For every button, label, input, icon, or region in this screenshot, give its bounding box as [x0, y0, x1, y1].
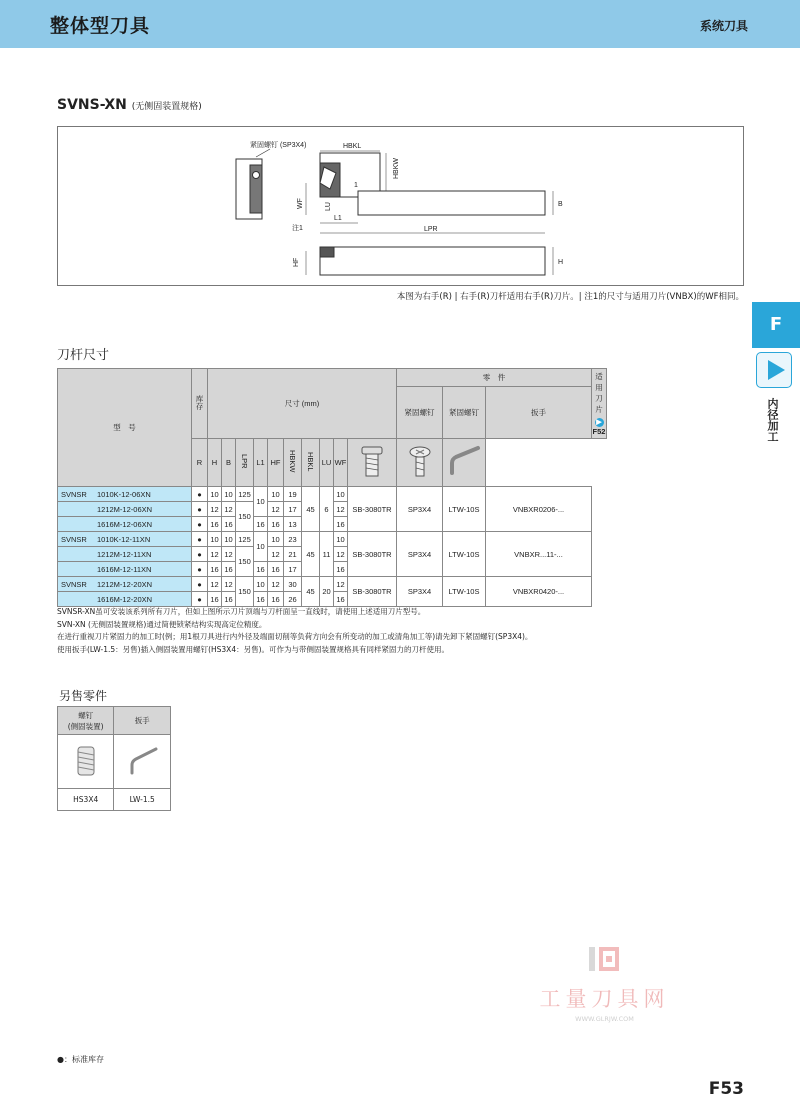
label-wf: WF — [297, 198, 304, 209]
stock-cell: ● — [192, 592, 208, 607]
holder-dimensions-heading: 刀杆尺寸 — [57, 348, 110, 363]
cell-L1: 10 — [254, 487, 268, 517]
stock-cell: ● — [192, 547, 208, 562]
header-stock: 库存 — [192, 369, 208, 439]
watermark-url: WWW.GLRJW.COM — [575, 1015, 634, 1023]
cell-screw: SB-3080TR — [348, 532, 397, 577]
cell-HBKW: 19 — [284, 487, 302, 502]
cell-B: 16 — [222, 562, 236, 577]
technical-drawing — [57, 126, 744, 286]
category-label: 系统刀具 — [699, 19, 748, 33]
cell-insert: VNBXR0420-... — [486, 577, 592, 607]
cell-screw: SB-3080TR — [348, 487, 397, 532]
side-tab-f[interactable]: F — [752, 302, 800, 348]
cell-HBKW: 26 — [284, 592, 302, 607]
cell-L1: 16 — [254, 592, 268, 607]
accessory-code-wrench: LW-1.5 — [114, 789, 171, 811]
cell-B: 12 — [222, 577, 236, 592]
cell-WF: 12 — [334, 502, 348, 517]
cell-H: 12 — [208, 502, 222, 517]
model-cell: 1616M-12-11XN — [58, 562, 192, 577]
watermark-logo — [585, 943, 625, 975]
label-screw: 紧固螺钉 (SP3X4) — [250, 142, 307, 149]
cell-WF: 16 — [334, 592, 348, 607]
drawing-note: 本图为右手(R) | 右手(R)刀杆适用右手(R)刀片。| 注1的尺寸与适用刀片(VNBX)的WF相同。 — [396, 292, 744, 302]
label-hf: HF — [293, 257, 300, 267]
insert-page-link[interactable] — [592, 417, 606, 436]
header-dimensions: 尺寸 (mm) — [208, 369, 397, 439]
header-clamp-screw-a: 紧固螺钉 — [397, 387, 443, 439]
col-HF: HF — [268, 439, 284, 487]
cell-H: 16 — [208, 592, 222, 607]
cell-HF: 16 — [268, 592, 284, 607]
note-line: SVNSR-XN虽可安装该系列所有刀片，但如上图所示刀片顶端与刀杆面呈一直线时，请使用上述适用刀片型号。 — [57, 607, 426, 616]
label-hbkl: HBKL — [343, 143, 362, 150]
col-HBKL: HBKL — [302, 439, 320, 487]
header-wrench: 扳手 — [486, 387, 592, 439]
part-icon-screw — [348, 439, 397, 487]
model-cell: SVNSR 1010K-12-11XN — [58, 532, 192, 547]
cell-HF: 12 — [268, 547, 284, 562]
cell-LPR: 150 — [236, 577, 254, 607]
cell-L1: 10 — [254, 532, 268, 562]
cell-WF: 10 — [334, 487, 348, 502]
hex-wrench-image — [114, 735, 171, 789]
cell-LU: 11 — [320, 532, 334, 577]
cell-B: 10 — [222, 487, 236, 502]
insert-page-ref: F52 — [592, 427, 606, 436]
stock-cell: ● — [192, 577, 208, 592]
product-subtitle: (无侧固装置规格) — [131, 102, 202, 112]
cell-B: 12 — [222, 547, 236, 562]
cell-HBKW: 30 — [284, 577, 302, 592]
model-cell: SVNSR 1010K-12-06XN — [58, 487, 192, 502]
arrow-right-icon: ▶ — [596, 419, 602, 426]
stock-cell: ● — [192, 502, 208, 517]
cell-H: 12 — [208, 547, 222, 562]
part-icon-wrench — [443, 439, 486, 487]
header-parts: 零 件 — [397, 369, 592, 387]
cell-B: 10 — [222, 532, 236, 547]
product-code: SVNS-XN — [57, 97, 127, 113]
col-B: B — [222, 439, 236, 487]
cell-H: 10 — [208, 532, 222, 547]
stock-cell: ● — [192, 487, 208, 502]
accessory-header-wrench: 扳手 — [114, 707, 171, 735]
col-R: R — [192, 439, 208, 487]
cell-L1: 16 — [254, 562, 268, 577]
header-insert — [592, 369, 607, 439]
cell-insert: VNBXR...11-... — [486, 532, 592, 577]
header-insert-label: 适用刀片 — [595, 372, 603, 414]
accessories-heading: 另售零件 — [59, 689, 108, 703]
cell-WF: 16 — [334, 517, 348, 532]
note-line: 使用扳手(LW-1.5：另售)插入侧固装置用螺钉(HS3X4：另售)。可作为与带侧固装置规格具有同样紧固力的刀杆使用。 — [57, 644, 450, 654]
stock-legend: ●：标准库存 — [57, 1055, 104, 1064]
stock-cell: ● — [192, 562, 208, 577]
cell-HBKW: 23 — [284, 532, 302, 547]
cell-LU: 20 — [320, 577, 334, 607]
label-lu: LU — [325, 202, 332, 211]
model-cell: 1616M-12-20XN — [58, 592, 192, 607]
cell-HF: 12 — [268, 502, 284, 517]
part-icon-clamp-screw — [397, 439, 443, 487]
cell-WF: 12 — [334, 547, 348, 562]
col-L1: L1 — [254, 439, 268, 487]
stock-cell: ● — [192, 532, 208, 547]
cell-HBKW: 13 — [284, 517, 302, 532]
cell-clamp: SP3X4 — [397, 487, 443, 532]
cell-WF: 12 — [334, 577, 348, 592]
holder-dimension-table — [57, 368, 607, 607]
cell-H: 16 — [208, 562, 222, 577]
label-lpr: LPR — [424, 226, 438, 233]
cell-H: 12 — [208, 577, 222, 592]
cell-HBKW: 17 — [284, 502, 302, 517]
cell-HF: 10 — [268, 532, 284, 547]
cell-LPR: 150 — [236, 547, 254, 577]
label-b: B — [558, 201, 563, 208]
cell-L1: 16 — [254, 517, 268, 532]
label-note1: 注1 — [292, 225, 303, 232]
cell-HBKW: 17 — [284, 562, 302, 577]
page-number: F53 — [708, 1079, 744, 1099]
stock-cell: ● — [192, 517, 208, 532]
col-HBKW: HBKW — [284, 439, 302, 487]
watermark — [532, 943, 677, 1023]
watermark-text: 工量刀具网 — [539, 987, 670, 1011]
label-one: 1 — [354, 182, 358, 189]
label-l1: L1 — [334, 215, 342, 222]
cell-WF: 10 — [334, 532, 348, 547]
col-LU: LU — [320, 439, 334, 487]
cell-L1: 10 — [254, 577, 268, 592]
cell-WF: 16 — [334, 562, 348, 577]
cell-H: 16 — [208, 517, 222, 532]
model-cell: 1212M-12-11XN — [58, 547, 192, 562]
cell-HBKL: 45 — [302, 532, 320, 577]
cell-insert: VNBXR0206-... — [486, 487, 592, 532]
cell-B: 16 — [222, 592, 236, 607]
internal-machining-icon — [756, 352, 792, 388]
col-LPR: LPR — [236, 439, 254, 487]
cell-B: 16 — [222, 517, 236, 532]
cell-wrench: LTW-10S — [443, 577, 486, 607]
cell-B: 12 — [222, 502, 236, 517]
cell-LU: 6 — [320, 487, 334, 532]
label-hbkw: HBKW — [393, 158, 400, 179]
section-title — [57, 97, 202, 113]
header-model: 型 号 — [58, 369, 192, 487]
header-clamp-screw-b: 紧固螺钉 — [443, 387, 486, 439]
model-cell: SVNSR 1212M-12-20XN — [58, 577, 192, 592]
cell-screw: SB-3080TR — [348, 577, 397, 607]
cell-LPR: 125 — [236, 487, 254, 502]
cell-HF: 12 — [268, 577, 284, 592]
cell-HBKL: 45 — [302, 487, 320, 532]
cell-H: 10 — [208, 487, 222, 502]
note-line: SVN-XN (无侧固装置规格)通过简便锁紧结构实现高定位精度。 — [57, 619, 267, 629]
accessories-table — [57, 706, 171, 811]
label-h: H — [558, 259, 564, 266]
cell-wrench: LTW-10S — [443, 532, 486, 577]
accessory-header-screw: 螺钉 (侧固装置) — [58, 707, 114, 735]
holder-notes — [57, 606, 532, 656]
cell-HF: 16 — [268, 562, 284, 577]
cell-wrench: LTW-10S — [443, 487, 486, 532]
cell-LPR: 150 — [236, 502, 254, 532]
cell-clamp: SP3X4 — [397, 532, 443, 577]
cell-HBKW: 21 — [284, 547, 302, 562]
side-section-label: 内径加工 — [766, 398, 779, 442]
col-H: H — [208, 439, 222, 487]
page-header — [0, 0, 800, 48]
cell-HF: 10 — [268, 487, 284, 502]
cell-LPR: 125 — [236, 532, 254, 547]
note-line: 在进行重视刀片紧固力的加工时(例；用1根刀具进行内外径及端面切削等负荷方向会有所变动的加工或清角加工等)请先卸下紧固螺钉(SP3X4)。 — [57, 632, 533, 641]
accessory-code-screw: HS3X4 — [58, 789, 114, 811]
model-cell: 1212M-12-06XN — [58, 502, 192, 517]
col-WF: WF — [334, 439, 348, 487]
cell-clamp: SP3X4 — [397, 577, 443, 607]
page-title: 整体型刀具 — [50, 15, 151, 37]
model-cell: 1616M-12-06XN — [58, 517, 192, 532]
cell-HF: 16 — [268, 517, 284, 532]
cell-HBKL: 45 — [302, 577, 320, 607]
set-screw-image — [58, 735, 114, 789]
